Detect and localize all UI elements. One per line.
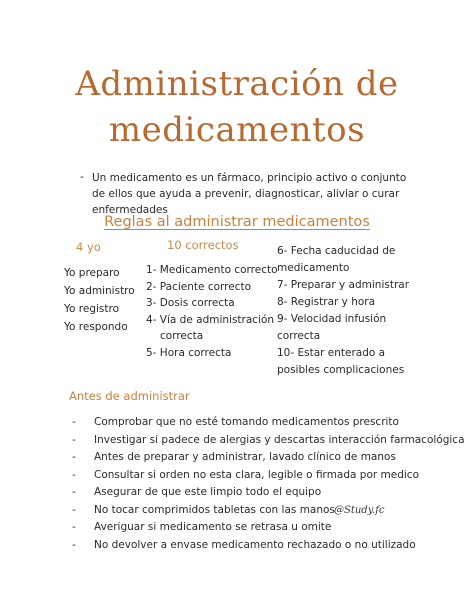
list-item: correcta [160, 330, 204, 342]
intro-paragraph: Un medicamento es un fármaco, principio activo o conjunto de ellos que ayuda a prevenir, diagnosticar, aliviar o curar enfermedades [92, 172, 407, 216]
list-item [72, 519, 465, 537]
list-item-text: No tocar comprimidos tabletas con las manos [94, 503, 335, 516]
correctos-list-1 [146, 262, 278, 361]
list-item [72, 467, 465, 485]
page-title-line-1: Administración de [75, 64, 399, 104]
correctos-list-2 [277, 243, 409, 379]
watermark-signature: @Study.fc [334, 505, 385, 516]
list-item: 1- Medicamento correcto [146, 264, 278, 276]
list-bullet: - [72, 486, 76, 498]
list-item [72, 537, 465, 555]
yo-list [64, 264, 135, 336]
list-item: Yo preparo [64, 267, 120, 279]
list-item: 3- Dosis correcta [146, 297, 235, 309]
list-item: medicamento [277, 262, 350, 274]
list-item: 2- Paciente correcto [146, 280, 252, 293]
list-bullet: - [72, 468, 76, 481]
list-item: 7- Preparar y administrar [277, 279, 410, 291]
list-item: 9- Velocidad infusión [277, 313, 387, 325]
list-item-text: Averiguar si medicamento se retrasa u omite [94, 521, 332, 533]
antes-list [72, 414, 465, 554]
list-bullet: - [72, 503, 76, 516]
list-item [72, 502, 465, 520]
list-item: 6- Fecha caducidad de [277, 245, 396, 257]
list-item-text: No devolver a envase medicamento rechazado o no utilizado [94, 538, 416, 551]
intro-bullet: - [80, 170, 84, 183]
list-item-text: Consultar si orden no esta clara, legible o firmada por medico [94, 468, 420, 481]
list-item: 5- Hora correcta [146, 346, 232, 359]
list-bullet: - [72, 433, 76, 446]
list-bullet: - [72, 416, 76, 428]
list-item: 4- Vía de administración [146, 313, 275, 326]
list-bullet: - [72, 451, 76, 463]
list-item [72, 484, 465, 502]
page-title-line-2: medicamentos [108, 110, 366, 150]
list-item [72, 414, 465, 432]
list-item-text: Comprobar que no esté tomando medicamentos prescrito [94, 416, 399, 428]
list-item [72, 449, 465, 467]
list-item: posibles complicaciones [277, 364, 405, 376]
list-item-text: Asegurar de que este limpio todo el equipo [94, 486, 322, 498]
list-item: Yo administro [64, 285, 135, 297]
list-item: Yo respondo [64, 321, 128, 333]
list-item-text: Antes de preparar y administrar, lavado clínico de manos [94, 451, 396, 463]
list-item-text: Investigar si padece de alergias y descartas interacción farmacológica [94, 433, 465, 446]
list-item [72, 432, 465, 450]
rules-heading: Reglas al administrar medicamentos [104, 214, 370, 230]
list-item: correcta [277, 330, 321, 342]
list-item: 8- Registrar y hora [277, 296, 376, 308]
correctos-heading: 10 correctos [167, 238, 239, 252]
antes-heading: Antes de administrar [69, 389, 190, 403]
list-bullet: - [72, 538, 76, 551]
list-bullet: - [72, 521, 76, 533]
list-item: 10- Estar enterado a [277, 347, 386, 359]
yo-heading: 4 yo [76, 240, 101, 254]
list-item: Yo registro [64, 303, 120, 315]
